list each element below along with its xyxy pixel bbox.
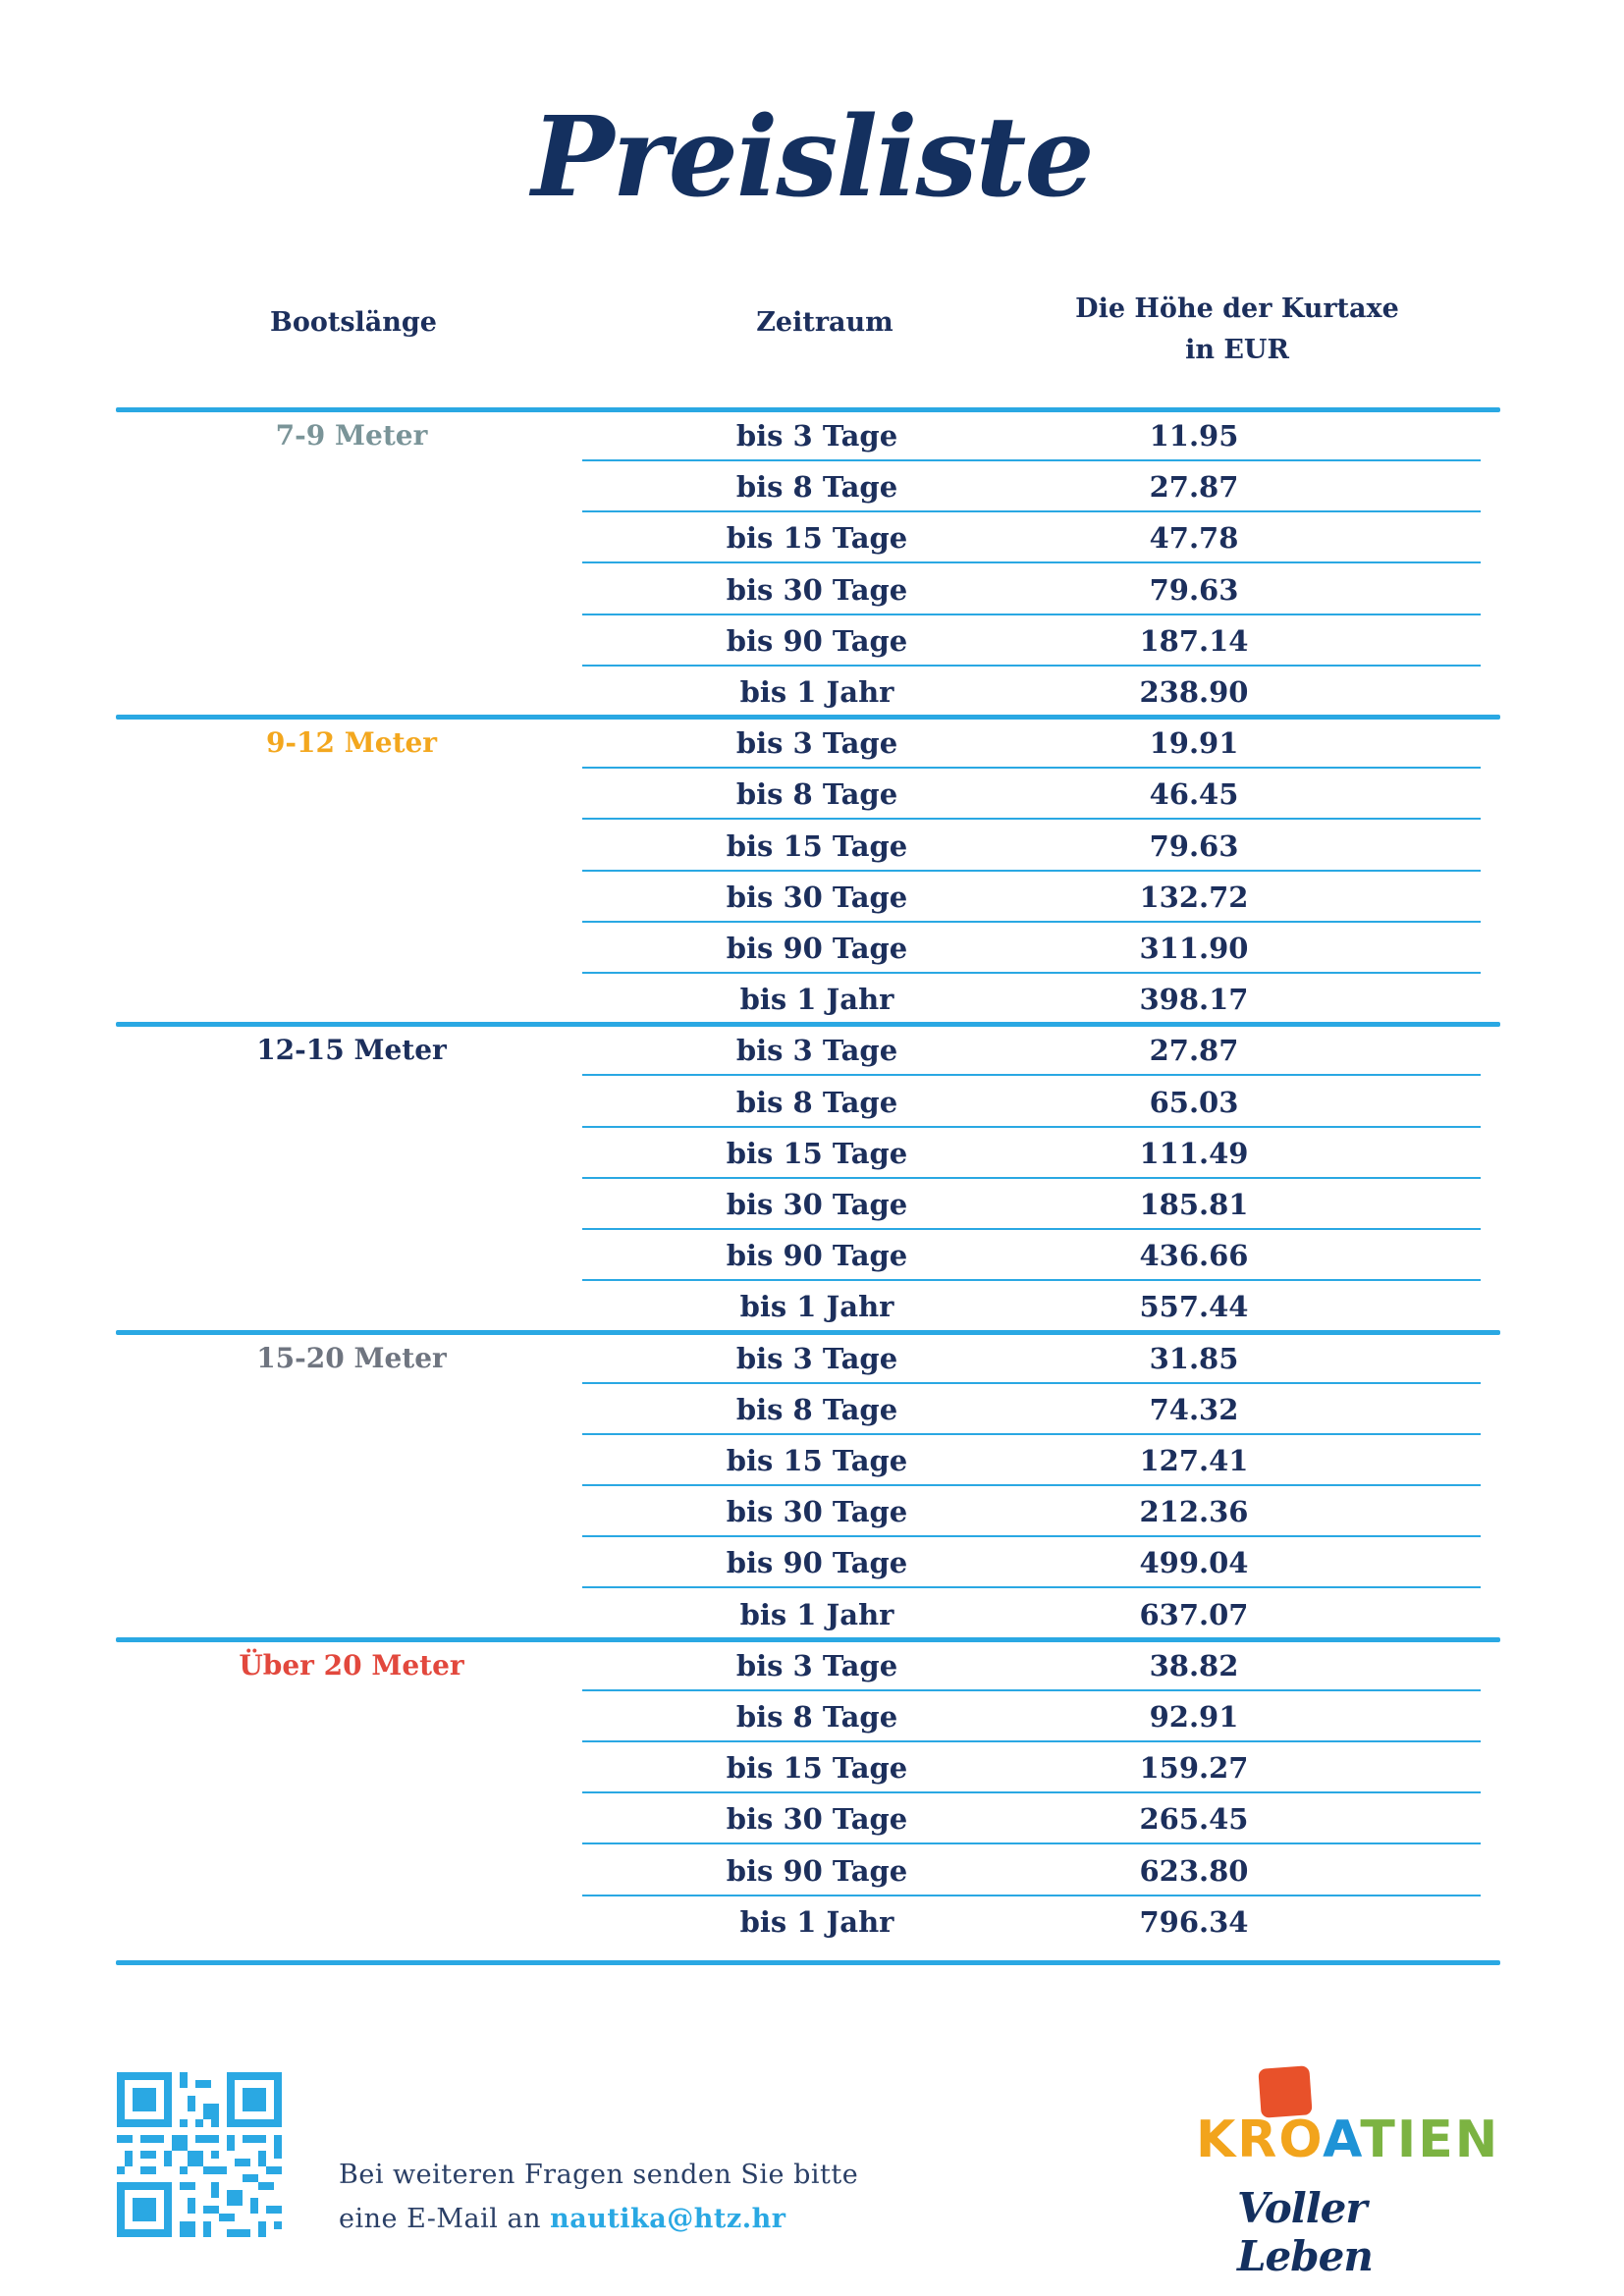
- price-row: [582, 1435, 1481, 1486]
- period-cell: bis 8 Tage: [735, 1392, 898, 1426]
- amount-cell: 65.03: [1149, 1085, 1239, 1119]
- period-cell: bis 90 Tage: [726, 1239, 908, 1273]
- amount-cell: 398.17: [1139, 983, 1249, 1017]
- period-cell: bis 30 Tage: [726, 880, 908, 914]
- qr-code[interactable]: [117, 2072, 282, 2237]
- period-cell: bis 8 Tage: [735, 470, 898, 505]
- price-row: [582, 821, 1481, 872]
- amount-cell: 187.14: [1139, 623, 1249, 658]
- length-group: [116, 1333, 1481, 1640]
- period-cell: bis 3 Tage: [735, 1648, 898, 1682]
- price-row: [582, 923, 1481, 974]
- logo-word-part1: KRO: [1196, 2110, 1324, 2169]
- contact-line1: Bei weiteren Fragen senden Sie bitte: [339, 2160, 859, 2190]
- period-cell: bis 15 Tage: [726, 1443, 908, 1477]
- amount-cell: 311.90: [1139, 931, 1249, 965]
- price-row: [582, 1691, 1481, 1742]
- boat-length-label: 9-12 Meter: [265, 726, 438, 760]
- period-cell: bis 8 Tage: [735, 777, 898, 812]
- amount-cell: 74.32: [1149, 1392, 1239, 1426]
- period-cell: bis 90 Tage: [726, 1853, 908, 1888]
- price-row: [582, 1230, 1481, 1281]
- logo-word-part2: A: [1323, 2110, 1361, 2169]
- length-group: [116, 718, 1481, 1025]
- amount-cell: 212.36: [1139, 1495, 1249, 1529]
- price-row: [582, 1281, 1481, 1332]
- header-period: Zeitraum: [756, 307, 893, 338]
- period-cell: bis 8 Tage: [735, 1699, 898, 1734]
- amount-cell: 47.78: [1149, 521, 1239, 556]
- period-cell: bis 1 Jahr: [739, 1904, 894, 1939]
- amount-cell: 31.85: [1149, 1341, 1239, 1375]
- period-cell: bis 30 Tage: [726, 572, 908, 607]
- price-row: [582, 1640, 1481, 1691]
- header-amount-line2: in EUR: [1185, 335, 1289, 365]
- amount-cell: 132.72: [1139, 880, 1249, 914]
- price-row: [582, 974, 1481, 1025]
- price-row: [582, 769, 1481, 820]
- amount-cell: 557.44: [1139, 1290, 1249, 1324]
- period-cell: bis 15 Tage: [726, 1136, 908, 1170]
- croatia-logo: [1188, 2061, 1500, 2280]
- amount-cell: 127.41: [1139, 1443, 1249, 1477]
- period-cell: bis 3 Tage: [735, 1034, 898, 1068]
- period-cell: bis 15 Tage: [726, 828, 908, 863]
- period-cell: bis 30 Tage: [726, 1802, 908, 1837]
- amount-cell: 27.87: [1149, 470, 1239, 505]
- period-cell: bis 8 Tage: [735, 1085, 898, 1119]
- price-row: [582, 1793, 1481, 1844]
- period-cell: bis 90 Tage: [726, 623, 908, 658]
- price-row: [582, 1845, 1481, 1896]
- price-row: [582, 564, 1481, 615]
- length-group: [116, 1025, 1481, 1332]
- length-group: [116, 1640, 1481, 1948]
- amount-cell: 436.66: [1139, 1239, 1249, 1273]
- page-title: Preisliste: [531, 93, 1093, 222]
- contact-line2-prefix: eine E-Mail an: [339, 2204, 541, 2234]
- logo-slogan: Voller Leben: [1237, 2184, 1373, 2280]
- period-cell: bis 3 Tage: [735, 726, 898, 761]
- price-row: [582, 667, 1481, 718]
- boat-length-label: Über 20 Meter: [239, 1648, 464, 1682]
- amount-cell: 185.81: [1139, 1187, 1249, 1221]
- amount-cell: 159.27: [1139, 1751, 1249, 1786]
- table-bottom-divider: [116, 1960, 1500, 1965]
- price-row: [582, 1384, 1481, 1435]
- boat-length-label: 7-9 Meter: [275, 419, 428, 452]
- amount-cell: 11.95: [1149, 419, 1239, 453]
- price-row: [582, 1486, 1481, 1537]
- amount-cell: 79.63: [1149, 828, 1239, 863]
- amount-cell: 623.80: [1139, 1853, 1249, 1888]
- contact-text: [339, 2153, 858, 2241]
- length-group: [116, 410, 1481, 718]
- amount-cell: 796.34: [1139, 1904, 1249, 1939]
- period-cell: bis 90 Tage: [726, 931, 908, 965]
- amount-cell: 238.90: [1139, 675, 1249, 709]
- amount-cell: 38.82: [1149, 1648, 1239, 1682]
- amount-cell: 19.91: [1149, 726, 1239, 761]
- price-row: [582, 1333, 1481, 1384]
- amount-cell: 46.45: [1149, 777, 1239, 812]
- email-link[interactable]: nautika@htz.hr: [550, 2204, 786, 2234]
- period-cell: bis 3 Tage: [735, 419, 898, 453]
- period-cell: bis 15 Tage: [726, 521, 908, 556]
- period-cell: bis 3 Tage: [735, 1341, 898, 1375]
- period-cell: bis 1 Jahr: [739, 1290, 894, 1324]
- contact-line2: [339, 2197, 858, 2241]
- price-row: [582, 1589, 1481, 1640]
- price-row: [582, 410, 1481, 461]
- amount-cell: 637.07: [1139, 1597, 1249, 1631]
- period-cell: bis 1 Jahr: [739, 1597, 894, 1631]
- period-cell: bis 15 Tage: [726, 1751, 908, 1786]
- period-cell: bis 30 Tage: [726, 1187, 908, 1221]
- amount-cell: 111.49: [1139, 1136, 1249, 1170]
- period-cell: bis 1 Jahr: [739, 983, 894, 1017]
- amount-cell: 499.04: [1139, 1546, 1249, 1580]
- header-amount-line1: Die Höhe der Kurtaxe: [1075, 294, 1399, 324]
- price-row: [582, 1896, 1481, 1948]
- logo-word-part3: TIEN: [1360, 2110, 1500, 2169]
- price-row: [582, 872, 1481, 923]
- amount-cell: 79.63: [1149, 572, 1239, 607]
- boat-length-label: 15-20 Meter: [256, 1341, 447, 1374]
- boat-length-label: 12-15 Meter: [256, 1034, 447, 1067]
- amount-cell: 265.45: [1139, 1802, 1249, 1837]
- price-row: [582, 718, 1481, 769]
- price-row: [582, 1128, 1481, 1179]
- price-row: [582, 1742, 1481, 1793]
- period-cell: bis 90 Tage: [726, 1546, 908, 1580]
- price-row: [582, 1025, 1481, 1076]
- amount-cell: 27.87: [1149, 1034, 1239, 1068]
- logo-wordmark: [1196, 2110, 1499, 2169]
- price-row: [582, 1537, 1481, 1588]
- price-row: [582, 1179, 1481, 1230]
- header-boat-length: Bootslänge: [270, 307, 437, 338]
- amount-cell: 92.91: [1149, 1699, 1239, 1734]
- period-cell: bis 30 Tage: [726, 1495, 908, 1529]
- price-row: [582, 461, 1481, 512]
- price-row: [582, 1077, 1481, 1128]
- price-row: [582, 512, 1481, 563]
- price-row: [582, 615, 1481, 667]
- period-cell: bis 1 Jahr: [739, 675, 894, 709]
